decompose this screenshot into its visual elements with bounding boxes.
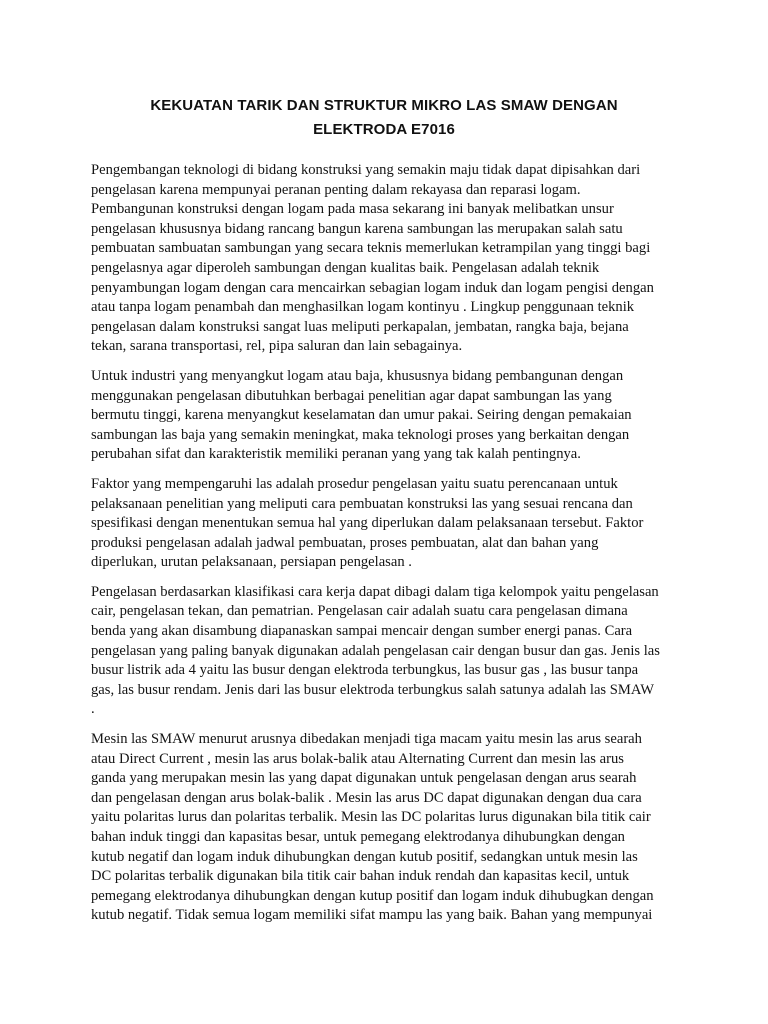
paragraph-1 xyxy=(91,161,691,357)
document-body xyxy=(91,161,691,926)
paragraph-line: Pembangunan konstruksi dengan logam pada masa sekarang ini banyak melibatkan unsur xyxy=(91,201,614,218)
document-title xyxy=(0,94,768,142)
paragraph-line: bahan induk tinggi dan kapasitas besar, untuk pemegang elektrodanya dihubungkan dengan xyxy=(91,829,625,845)
title-line-2: ELEKTRODA E7016 xyxy=(313,121,455,138)
paragraph-line: . xyxy=(91,701,95,718)
paragraph-line: pemegang elektrodanya dihubungkan dengan kutup positif dan logam induk dihubugkan dengan xyxy=(91,887,654,904)
paragraph-line: perubahan sifat dan karakteristik memiliki peranan yang yang tak kalah pentingnya. xyxy=(91,446,581,463)
paragraph-line: penyambungan logam dengan cara mencairkan sebagian logam induk dan logam pengisi dengan xyxy=(91,279,654,296)
paragraph-gap xyxy=(91,357,691,367)
paragraph-line: menggunakan pengelasan dibutuhkan berbagai penelitian agar dapat sambungan las yang xyxy=(91,387,612,404)
paragraph-line: cair, pengelasan tekan, dan pematrian. Pengelasan cair adalah suatu cara pengelasan dimana xyxy=(91,603,628,620)
paragraph-gap xyxy=(91,465,691,475)
paragraph-line: diperlukan, urutan pelaksanaan, persiapan pengelasan . xyxy=(91,554,412,571)
paragraph-line: kutub negatif dan logam induk dihubungkan dengan kutub positif, sedangkan untuk mesin las xyxy=(91,848,638,865)
paragraph-line: pengelasan karena mempunyai peranan penting dalam rekayasa dan reparasi logam. xyxy=(91,181,581,198)
paragraph-line: bermutu tinggi, karena menyangkut keselamatan dan umur pakai. Seiring dengan pemakaian xyxy=(91,407,632,424)
paragraph-gap xyxy=(91,720,691,730)
paragraph-line: yaitu polaritas lurus dan polaritas terbalik. Mesin las DC polaritas lurus digunakan bila titik cair xyxy=(91,809,651,826)
paragraph-line: DC polaritas terbalik digunakan bila titik cair bahan induk rendah dan kapasitas kecil, untuk xyxy=(91,868,630,885)
paragraph-line: dan pengelasan dengan arus bolak-balik . Mesin las arus DC dapat digunakan dengan dua cara xyxy=(91,789,642,806)
paragraph-line: sambungan las baja yang semakin meningkat, maka teknologi proses yang berkaitan dengan xyxy=(91,426,630,443)
paragraph-line: atau tanpa logam penambah dan menghasilkan logam kontinyu . Lingkup penggunaan teknik xyxy=(91,299,635,316)
paragraph-line: pengelasan yang paling banyak digunakan adalah pengelasan cair dengan busur dan gas. Jenis las xyxy=(91,642,660,659)
paragraph-line: busur listrik ada 4 yaitu las busur dengan elektroda terbungkus, las busur gas , las busur tanpa xyxy=(91,662,639,679)
title-line-1: KEKUATAN TARIK DAN STRUKTUR MIKRO LAS SMAW DENGAN xyxy=(150,97,618,114)
paragraph-line: atau Direct Current , mesin las arus bolak-balik atau Alternating Current dan mesin las arus xyxy=(91,750,624,767)
paragraph-3 xyxy=(91,475,691,573)
paragraph-line: benda yang akan disambung diapanaskan sampai mencair dengan sumber energi panas. Cara xyxy=(91,623,633,640)
paragraph-line: pembuatan sambuatan sambungan yang secara teknis memerlukan ketrampilan yang tinggi bagi xyxy=(91,240,651,257)
paragraph-line: Pengembangan teknologi di bidang konstruksi yang semakin maju tidak dapat dipisahkan dari xyxy=(91,162,641,178)
paragraph-line: Pengelasan berdasarkan klasifikasi cara kerja dapat dibagi dalam tiga kelompok yaitu pengelasan xyxy=(91,583,659,600)
paragraph-line: pengelasnya agar diperoleh sambungan dengan kualitas baik. Pengelasan adalah teknik xyxy=(91,259,600,276)
paragraph-line: produksi pengelasan adalah jadwal pembuatan, proses pembuatan, alat dan bahan yang xyxy=(91,534,599,551)
paragraph-line: kutub negatif. Tidak semua logam memiliki sifat mampu las yang baik. Bahan yang mempunyai xyxy=(91,907,653,924)
paragraph-line: Faktor yang mempengaruhi las adalah prosedur pengelasan yaitu suatu perencanaan untuk xyxy=(91,475,618,492)
paragraph-2 xyxy=(91,367,691,465)
paragraph-line: pelaksanaan penelitian yang meliputi cara pembuatan konstruksi las yang sesuai rencana dan xyxy=(91,495,633,512)
paragraph-line: spesifikasi dengan menentukan semua hal yang diperlukan dalam pelaksanaan tersebut. Faktor xyxy=(91,515,644,532)
paragraph-line: Mesin las SMAW menurut arusnya dibedakan menjadi tiga macam yaitu mesin las arus searah xyxy=(91,731,642,748)
paragraph-line: ganda yang merupakan mesin las yang dapat digunakan untuk pengelasan dengan arus searah xyxy=(91,770,637,787)
paragraph-line: gas, las busur rendam. Jenis dari las busur elektroda terbungkus salah satunya adalah las SMAW xyxy=(91,681,654,698)
paragraph-line: Untuk industri yang menyangkut logam atau baja, khususnya bidang pembangunan dengan xyxy=(91,367,624,384)
paragraph-line: pengelasan dalam konstruksi sangat luas meliputi perkapalan, jembatan, rangka baja, bejana xyxy=(91,318,629,335)
paragraph-line: pengelasan khususnya bidang rancang bangun karena sambungan las merupakan salah satu xyxy=(91,220,623,237)
paragraph-5 xyxy=(91,730,691,926)
paragraph-line: tekan, sarana transportasi, rel, pipa saluran dan lain sebagainya. xyxy=(91,338,463,355)
paragraph-4 xyxy=(91,583,691,720)
paragraph-gap xyxy=(91,573,691,583)
